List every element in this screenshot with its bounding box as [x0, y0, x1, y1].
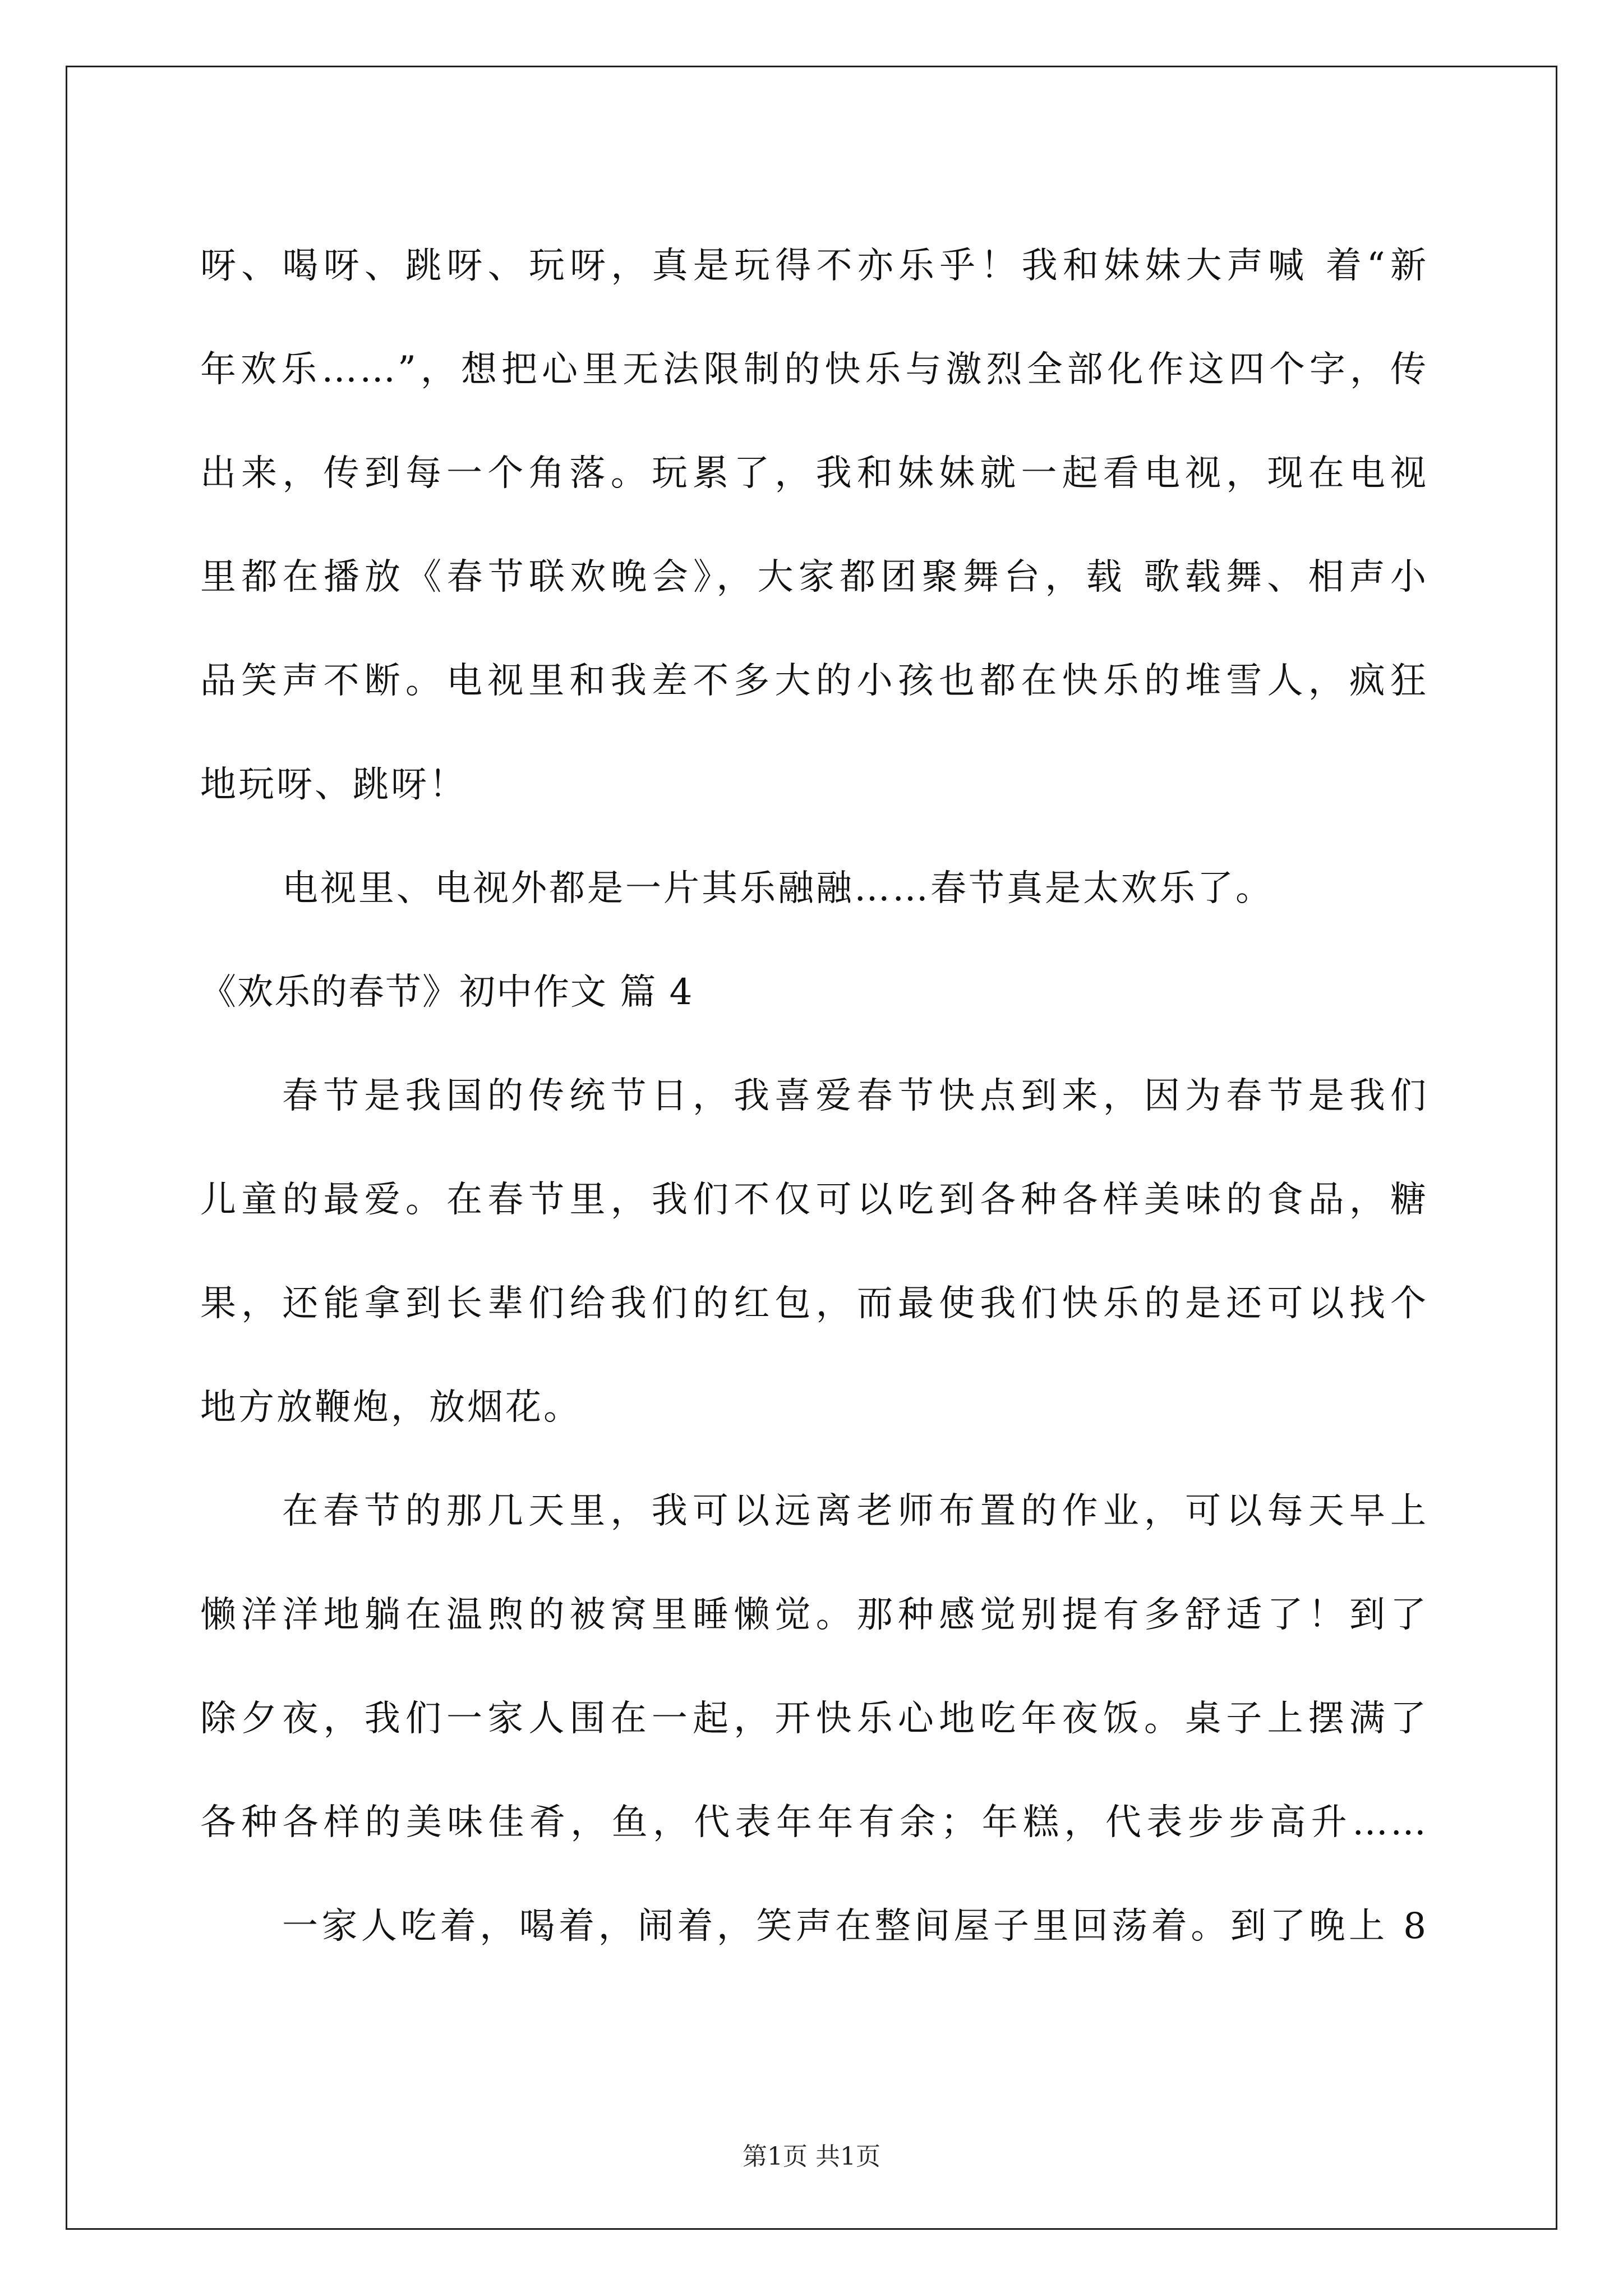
- section-heading: 《欢乐的春节》初中作文 篇 4: [200, 972, 694, 1013]
- text-line: 品笑声不断。电视里和我差不多大的小孩也都在快乐的堆雪人，疯狂: [200, 660, 1428, 702]
- text-line: 果，还能拿到长辈们给我们的红包，而最使我们快乐的是还可以找个: [200, 1283, 1428, 1324]
- paragraph-first-line: 在春节的那几天里，我可以远离老师布置的作业，可以每天早上: [282, 1490, 1428, 1532]
- text-line: 地玩呀、跳呀！: [200, 764, 467, 806]
- document-body: [200, 214, 1428, 1978]
- text-line: 年欢乐……”，想把心里无法限制的快乐与激烈全部化作这四个字，传: [200, 349, 1428, 390]
- text-line: 懒洋洋地躺在温煦的被窝里睡懒觉。那种感觉别提有多舒适了！到了: [200, 1594, 1428, 1636]
- text-line: 各种各样的美味佳肴，鱼，代表年年有余；年糕，代表步步高升……: [200, 1802, 1428, 1843]
- text-line: 呀、喝呀、跳呀、玩呀，真是玩得不亦乐乎！我和妹妹大声喊 着“新: [200, 245, 1428, 287]
- paragraph-first-line: 电视里、电视外都是一片其乐融融……春节真是太欢乐了。: [282, 868, 1274, 909]
- paragraph-first-line: 春节是我国的传统节日，我喜爱春节快点到来，因为春节是我们: [282, 1075, 1428, 1117]
- page-number-footer: 第1页 共1页: [743, 2142, 880, 2171]
- text-line: 出来，传到每一个角落。玩累了，我和妹妹就一起看电视，现在电视: [200, 453, 1428, 494]
- text-line: 儿童的最爱。在春节里，我们不仅可以吃到各种各样美味的食品，糖: [200, 1179, 1428, 1221]
- paragraph-first-line: 一家人吃着，喝着，闹着，笑声在整间屋子里回荡着。到了晚上 8: [282, 1906, 1428, 1947]
- text-line: 里都在播放《春节联欢晚会》，大家都团聚舞台，载 歌载舞、相声小: [200, 556, 1428, 598]
- text-line: 除夕夜，我们一家人围在一起，开快乐心地吃年夜饭。桌子上摆满了: [200, 1698, 1428, 1740]
- text-line: 地方放鞭炮，放烟花。: [200, 1387, 582, 1428]
